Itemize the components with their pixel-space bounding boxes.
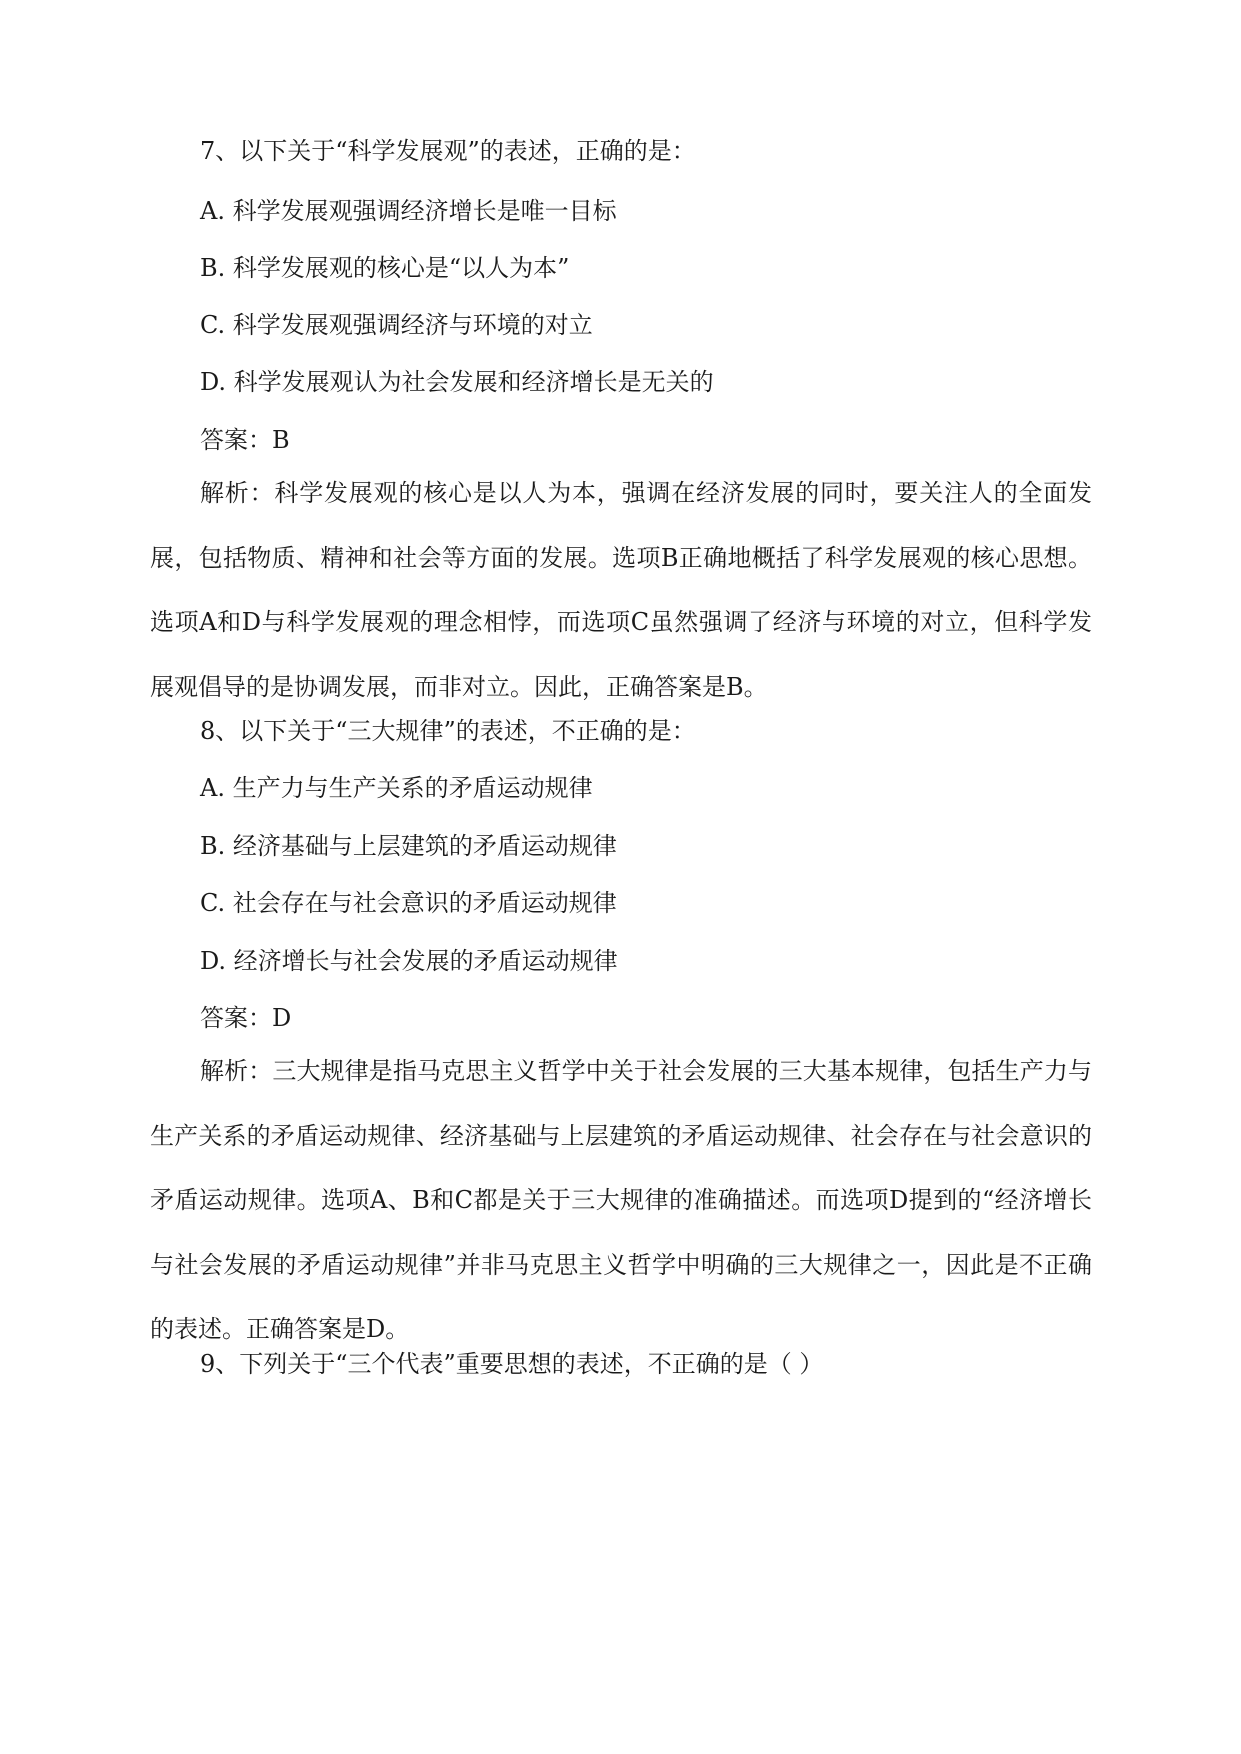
question-8-analysis: 解析：三大规律是指马克思主义哲学中关于社会发展的三大基本规律，包括生产力与生产关系的矛盾运动规律、经济基础与上层建筑的矛盾运动规律、社会存在与社会意识的矛盾运动规律。选项A、B和C都是关于三大规律的准确描述。而选项D提到的“经济增长与社会发展的矛盾运动规律”并非马克思主义哲学中明确的三大规律之一，因此是不正确的表述。正确答案是D。	[150, 1057, 1092, 1343]
question-7-option-c: C. 科学发展观强调经济与环境的对立	[200, 311, 593, 339]
question-7-option-b: B. 科学发展观的核心是“以人为本”	[200, 254, 570, 282]
question-8-option-d: D. 经济增长与社会发展的矛盾运动规律	[200, 947, 618, 975]
question-8-answer: 答案：D	[200, 1004, 292, 1032]
question-8-option-b: B. 经济基础与上层建筑的矛盾运动规律	[200, 832, 617, 860]
question-8-stem: 8、以下关于“三大规律”的表述，不正确的是：	[200, 717, 696, 745]
question-7-answer: 答案：B	[200, 426, 290, 454]
question-8-option-a: A. 生产力与生产关系的矛盾运动规律	[200, 774, 593, 802]
question-7-option-d: D. 科学发展观认为社会发展和经济增长是无关的	[200, 368, 714, 396]
question-7-analysis: 解析：科学发展观的核心是以人为本，强调在经济发展的同时，要关注人的全面发展，包括物质、精神和社会等方面的发展。选项B正确地概括了科学发展观的核心思想。选项A和D与科学发展观的理念相悖，而选项C虽然强调了经济与环境的对立，但科学发展观倡导的是协调发展，而非对立。因此，正确答案是B。	[150, 479, 1092, 701]
question-8-option-c: C. 社会存在与社会意识的矛盾运动规律	[200, 889, 617, 917]
question-7-option-a: A. 科学发展观强调经济增长是唯一目标	[200, 197, 617, 225]
question-9-stem: 9、下列关于“三个代表”重要思想的表述，不正确的是（ ）	[200, 1350, 824, 1378]
question-7-stem: 7、以下关于“科学发展观”的表述，正确的是：	[200, 137, 696, 165]
